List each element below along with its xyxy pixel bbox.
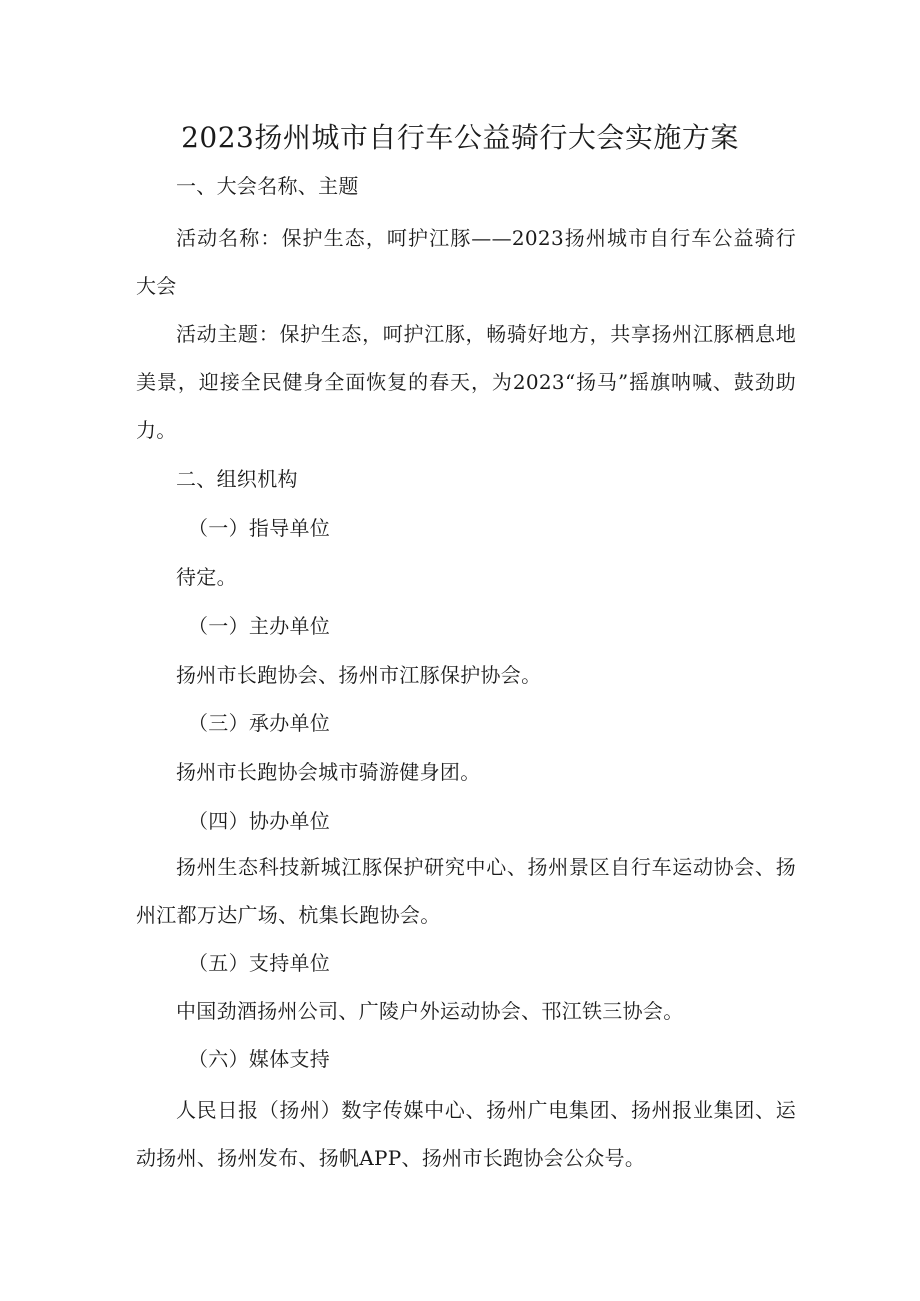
media-support-value: 人民日报（扬州）数字传媒中心、扬州广电集团、扬州报业集团、运动扬州、扬州发布、扬帆APP、扬州市长跑协会公众号。 <box>136 1098 796 1170</box>
organizer-unit-value: 扬州市长跑协会城市骑游健身团。 <box>176 760 481 784</box>
coorganizer-unit-heading: （四）协办单位 <box>188 809 331 833</box>
host-unit-heading: （一）主办单位 <box>188 614 331 638</box>
host-unit-value: 扬州市长跑协会、扬州市江豚保护协会。 <box>176 663 542 687</box>
support-unit-heading: （五）支持单位 <box>188 951 331 975</box>
guide-unit-value: 待定。 <box>176 565 237 589</box>
activity-theme-paragraph: 活动主题：保护生态，呵护江豚，畅骑好地方，共享扬州江豚栖息地美景，迎接全民健身全面恢复的春天，为2023“扬马”摇旗呐喊、鼓劲助力。 <box>136 322 796 442</box>
coorganizer-unit-value: 扬州生态科技新城江豚保护研究中心、扬州景区自行车运动协会、扬州江都万达广场、杭集长跑协会。 <box>136 855 796 927</box>
activity-name-paragraph: 活动名称：保护生态，呵护江豚——2023扬州城市自行车公益骑行大会 <box>136 226 796 298</box>
support-unit-value: 中国劲酒扬州公司、广陵户外运动协会、邗江铁三协会。 <box>176 999 684 1023</box>
document-title: 2023扬州城市自行车公益骑行大会实施方案 <box>181 121 739 154</box>
organizer-unit-heading: （三）承办单位 <box>188 711 331 735</box>
media-support-heading: （六）媒体支持 <box>188 1047 331 1071</box>
section-heading-organization: 二、组织机构 <box>176 467 298 491</box>
guide-unit-heading: （一）指导单位 <box>188 516 331 540</box>
section-heading-name-theme: 一、大会名称、主题 <box>176 174 359 198</box>
